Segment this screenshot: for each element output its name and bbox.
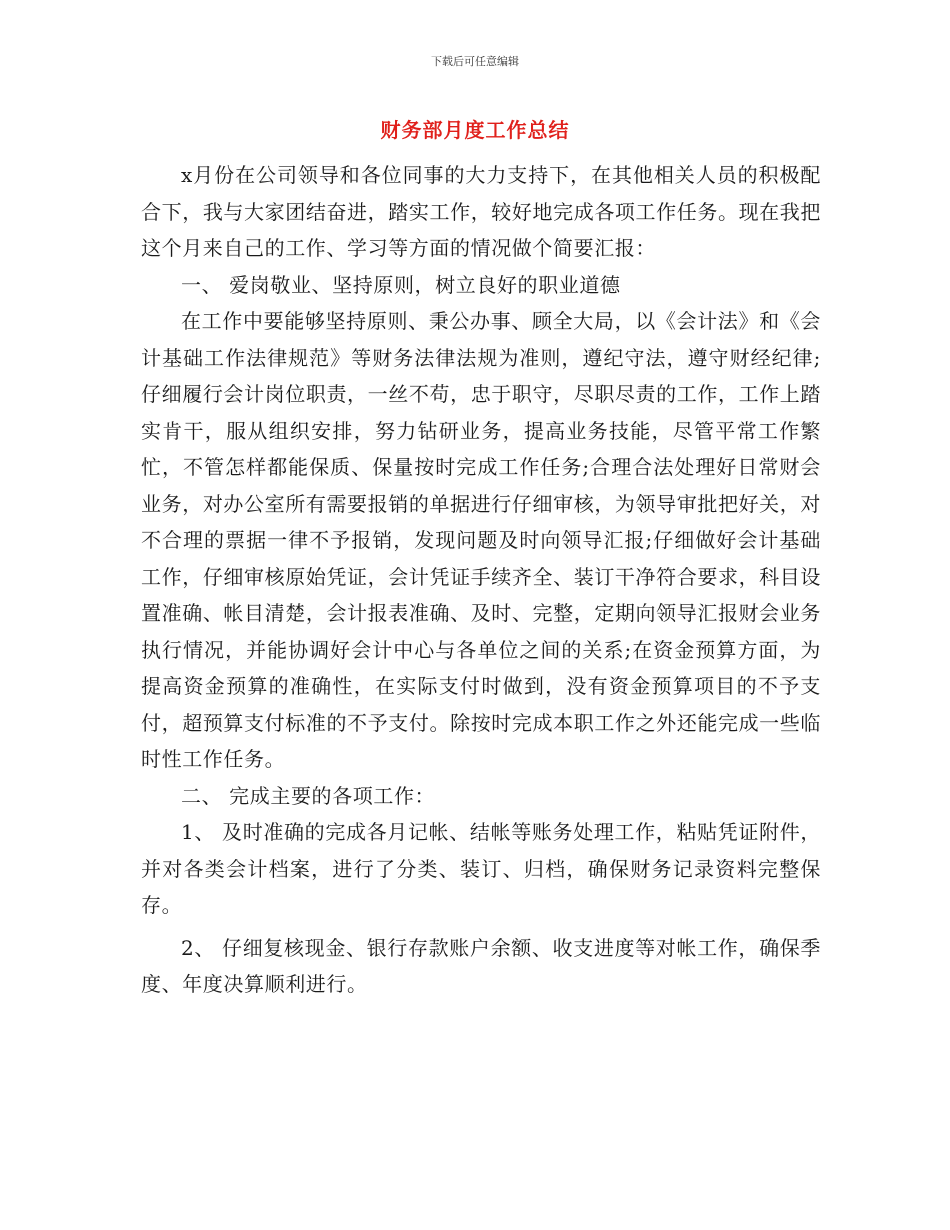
document-body <box>141 157 821 1003</box>
section-heading-1: 一、 爱岗敬业、坚持原则，树立良好的职业道德 <box>181 272 621 297</box>
section-1-paragraph: 在工作中要能够坚持原则、秉公办事、顾全大局，以《会计法》和《会计基础工作法律规范》等财务法律法规为准则，遵纪守法，遵守财经纪律;仔细履行会计岗位职责，一丝不苟，忠于职守，尽职尽责的工作，工作上踏实肯干，服从组织安排，努力钻研业务，提高业务技能，尽管平常工作繁忙，不管怎样都能保质、保量按时完成工作任务;合理合法处理好日常财会业务，对办公室所有需要报销的单据进行仔细审核，为领导审批把好关，对不合理的票据一律不予报销，发现问题及时向领导汇报;仔细做好会计基础工作，仔细审核原始凭证，会计凭证手续齐全、装订干净符合要求，科目设置准确、帐目清楚，会计报表准确、及时、完整，定期向领导汇报财会业务执行情况，并能协调好会计中心与各单位之间的关系;在资金预算方面，为提高资金预算的准确性，在实际支付时做到，没有资金预算项目的不予支付，超预算支付标准的不予支付。除按时完成本职工作之外还能完成一些临时性工作任务。 <box>141 309 821 771</box>
section-heading-2: 二、 完成主要的各项工作： <box>181 783 436 808</box>
header-note: 下载后可任意编辑 <box>431 55 519 68</box>
list-item-1: 1、 及时准确的完成各月记帐、结帐等账务处理工作，粘贴凭证附件，并对各类会计档案，进行了分类、装订、归档，确保财务记录资料完整保存。 <box>141 820 821 917</box>
list-item-2: 2、 仔细复核现金、银行存款账户余额、收支进度等对帐工作，确保季度、年度决算顺利进行。 <box>141 935 821 996</box>
document-title: 财务部月度工作总结 <box>380 118 570 142</box>
intro-paragraph: x月份在公司领导和各位同事的大力支持下，在其他相关人员的积极配合下，我与大家团结奋进，踏实工作，较好地完成各项工作任务。现在我把这个月来自己的工作、学习等方面的情况做个简要汇报： <box>141 163 821 260</box>
